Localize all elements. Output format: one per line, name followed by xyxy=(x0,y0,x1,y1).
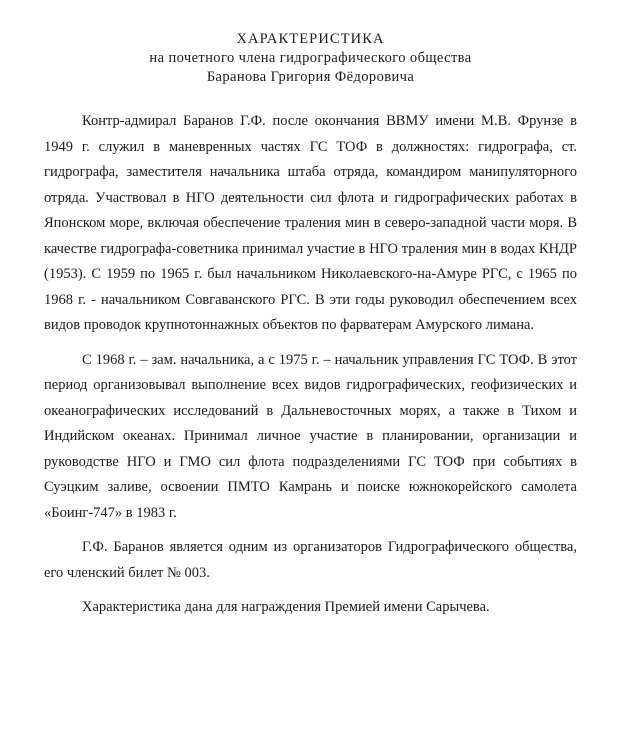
paragraph-3: Г.Ф. Баранов является одним из организаторов Гидрографического общества, его членский билет № 003. xyxy=(44,539,577,581)
document-title-block xyxy=(44,30,577,87)
paragraph-4: Характеристика дана для награждения Премией имени Сарычева. xyxy=(82,599,490,615)
paragraph-2: С 1968 г. – зам. начальника, а с 1975 г. – начальник управления ГС ТОФ. В этот период организовывал выполнение всех видов гидрографических, геофизических и океанографических исследований в Дальневосточных морях, а также в Тихом и Индийском океанах. Принимал личное участие в планировании, организации и руководстве НГО и ГМО сил флота подразделениями ГС ТОФ при событиях в Суэцким заливе, освоении ПМТО Камрань и поиске южнокорейского самолета «Боинг-747» в 1983 г. xyxy=(44,351,577,521)
paragraph-1: Контр-адмирал Баранов Г.Ф. после окончания ВВМУ имени М.В. Фрунзе в 1949 г. служил в маневренных частях ГС ТОФ в должностях: гидрографа, ст. гидрографа, заместителя начальника штаба отряда, командиром манипуляторного отряда. Участвовал в НГО деятельности сил флота и гидрографических работах в Японском море, включая обеспечение траления мин в северо-западной части моря. В качестве гидрографа-советника принимал участие в НГО траления мин в водах КНДР (1953). С 1959 по 1965 г. был начальником Николаевского-на-Амуре РГС, с 1965 по 1968 г. - начальником Совгаванского РГС. В эти годы руководил обеспечением всех видов проводок крупнотоннажных объектов по фарватерам Амурского лимана. xyxy=(44,113,577,333)
document-subtitle-2: Баранова Григория Фёдоровича xyxy=(206,69,415,85)
paragraph-spacer-3 xyxy=(44,588,577,595)
paragraph-spacer-2 xyxy=(44,528,577,535)
paragraph-spacer-1 xyxy=(44,341,577,348)
document-subtitle-1: на почетного члена гидрографического общества xyxy=(149,50,472,66)
document-title: ХАРАКТЕРИСТИКА xyxy=(236,31,385,47)
